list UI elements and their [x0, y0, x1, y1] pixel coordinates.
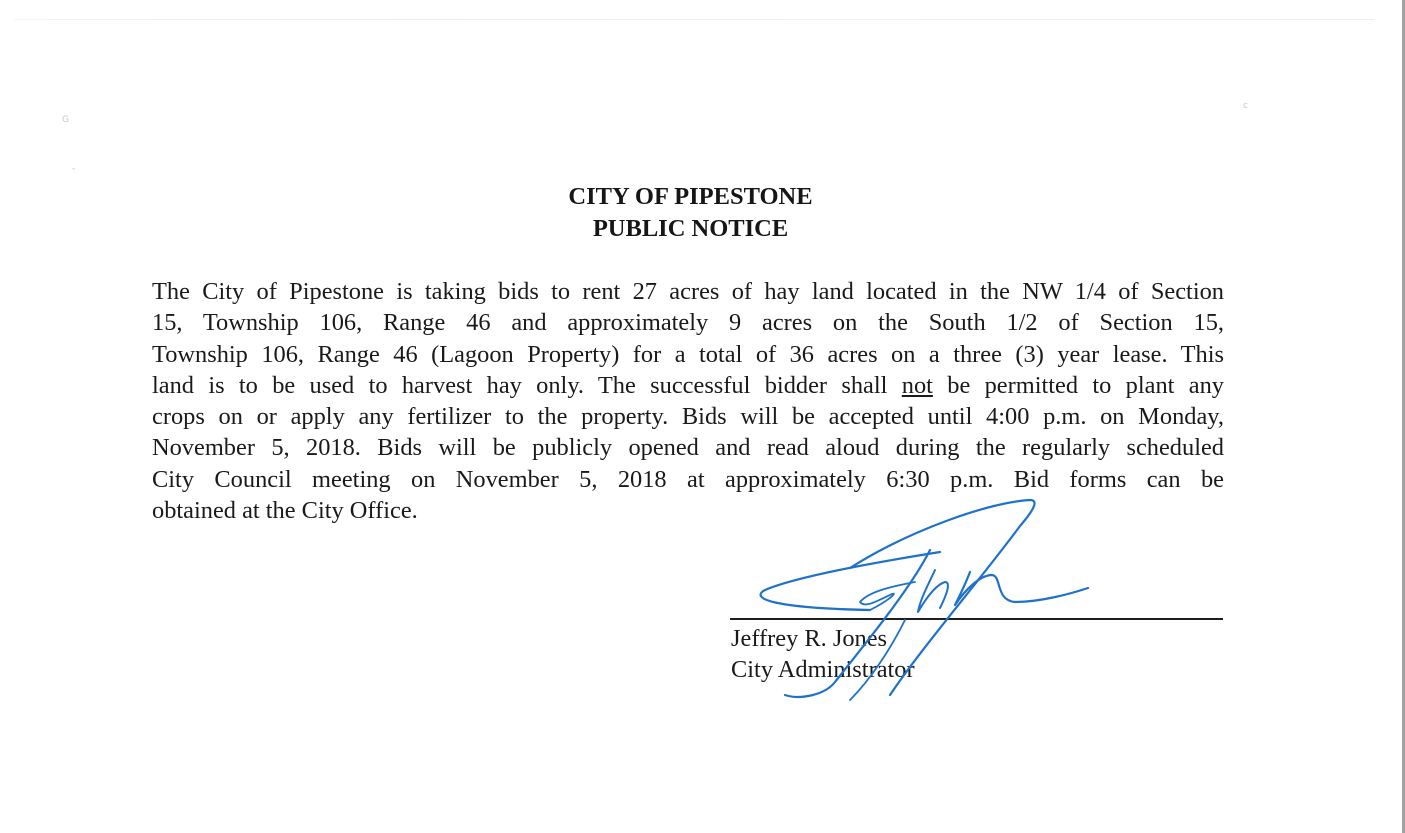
scan-artifact-mark: c	[1243, 101, 1248, 111]
signature-line	[730, 618, 1223, 620]
body-line: 15, Township 106, Range 46 and approximately 9 acres on the South 1/2 of Section 15,	[152, 309, 1224, 337]
signer-title: City Administrator	[731, 656, 915, 683]
body-line-with-underline	[152, 370, 1224, 401]
body-line: November 5, 2018. Bids will be publicly opened and read aloud during the regularly scheduled	[152, 434, 1224, 462]
body-line: crops on or apply any fertilizer to the property. Bids will be accepted until 4:00 p.m. on Monday,	[152, 403, 1224, 431]
scan-artifact-mark: -	[72, 164, 76, 174]
body-line: City Council meeting on November 5, 2018 at approximately 6:30 p.m. Bid forms can be	[152, 465, 1224, 493]
body-line: Township 106, Range 46 (Lagoon Property) for a total of 36 acres on a three (3) year lease. This	[152, 340, 1224, 368]
signer-name: Jeffrey R. Jones	[731, 625, 888, 652]
body-line-part: be permitted to plant any	[947, 371, 1224, 399]
body-line-part: land is to be used to harvest hay only. The successful bidder shall	[152, 371, 888, 399]
notice-body	[152, 276, 1224, 526]
body-line: The City of Pipestone is taking bids to rent 27 acres of hay land located in the NW 1/4 of Section	[152, 278, 1224, 305]
notice-title-city: CITY OF PIPESTONE	[568, 183, 813, 210]
notice-title-public-notice: PUBLIC NOTICE	[592, 215, 789, 242]
scan-artifact-line	[14, 19, 1374, 20]
body-line: obtained at the City Office.	[152, 497, 418, 525]
scan-artifact-mark: G	[62, 115, 69, 125]
underlined-not: not	[901, 371, 933, 399]
